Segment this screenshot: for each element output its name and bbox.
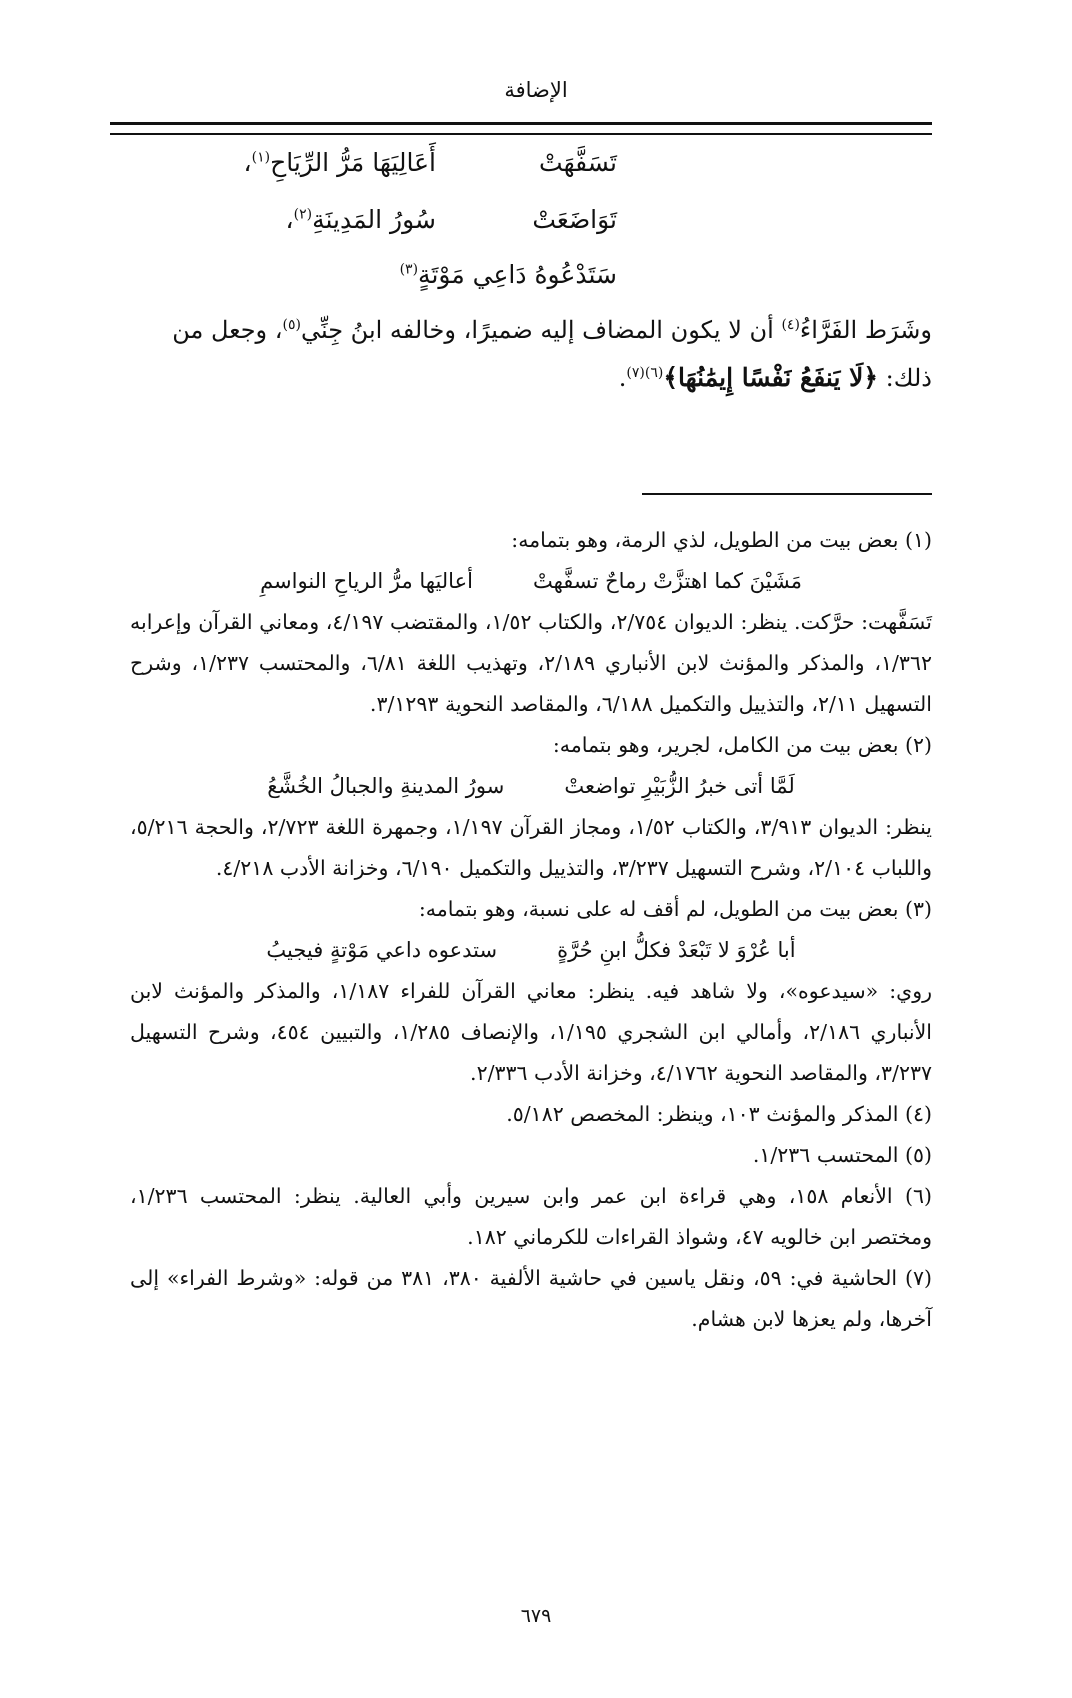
footnote-ref-5[interactable]: (٥) [282, 317, 301, 333]
footnote-2-intro: (٢) بعض بيت من الكامل، لجرير، وهو بتمامه: [552, 733, 932, 757]
verse-3-text: سَتَدْعُوهُ دَاعِي مَوْتَةٍ [418, 260, 617, 289]
footnote-3-verse: أبا عُرْوَ لا تَبْعَدْ فكلُّ ابنِ حُرَّةٍ ستدعوه داعي مَوْتةٍ فيجيبُ [266, 938, 796, 962]
verse-line-2-second: سُورُ المَدِينَةِ$^{(٢)}$، [285, 205, 436, 234]
footnote-ref-3[interactable]: (٣) [399, 261, 419, 278]
running-header: الإضافة [504, 78, 568, 102]
footnote-1-verse: مَشَيْنَ كما اهتزَّتْ رماحٌ تسفَّهتْ أعاليَها مرُّ الرياحِ النواسمِ [260, 569, 802, 593]
footnote-6: (٦) الأنعام ١٥٨، وهي قراءة ابن عمر وابن سيرين وأبي العالية. ينظر: المحتسب ١/٢٣٦، ومختصر ابن خالويه ٤٧، وشواذ القراءات للكرماني ١٨٢. [130, 1184, 932, 1249]
page-number: ٦٧٩ [520, 1605, 552, 1627]
footnote-5: (٥) المحتسب ١/٢٣٦. [752, 1143, 932, 1167]
body-line-1: وشَرَط الفَرَّاءُ$^{(٤)}$ أن لا يكون المضاف إليه ضميرًا، وخالفه ابنُ جِنِّي$^{(٥)}$، وجعل من [172, 316, 932, 344]
footnote-2-text: ينظر: الديوان ٣/٩١٣، والكتاب ١/٥٢، ومجاز القرآن ١/١٩٧، وجمهرة اللغة ٢/٧٢٣، والحجة ٥/٢١٦، واللباب ٢/١٠٤، وشرح التسهيل ٣/٢٣٧، والتذييل والتكميل ٦/١٩٠، وخزانة الأدب ٤/٢١٨. [130, 815, 932, 880]
footnote-7: (٧) الحاشية في: ٥٩، ونقل ياسين في حاشية الألفية ٣٨٠، ٣٨١ من قوله: «وشرط الفراء» إلى آخرها، ولم يعزها لابن هشام. [130, 1266, 932, 1331]
verse-2-first-half: تَوَاضَعَتْ [532, 205, 617, 234]
footnote-separator [642, 493, 932, 495]
verse-2-second-half: سُورُ المَدِينَةِ [312, 205, 436, 234]
body-line-2: ذلك: ﴿لَا يَنفَعُ نَفْسًا إِيمَٰنُهَا﴾$^{(٦)(٧)}$. [618, 363, 932, 392]
footnote-ref-1[interactable]: (١) [251, 149, 271, 166]
quran-verse: ﴿لَا يَنفَعُ نَفْسًا إِيمَٰنُهَا﴾ [663, 363, 879, 392]
verse-line-1 [539, 148, 617, 177]
footnote-3-intro: (٣) بعض بيت من الطويل، لم أقف له على نسبة، وهو بتمامه: [418, 897, 932, 921]
footnote-1-intro: (١) بعض بيت من الطويل، لذي الرمة، وهو بتمامه: [511, 528, 932, 552]
footnote-ref-2[interactable]: (٢) [293, 206, 313, 223]
verse-line-1-second: أَعَالِيَهَا مَرُّ الرِّيَاحِ$^{(١)}$، [243, 148, 436, 177]
header-rule-thin [110, 133, 932, 135]
footnote-1-text: تَسَفَّهت: حرَّكت. ينظر: الديوان ٢/٧٥٤، والكتاب ١/٥٢، والمقتضب ٤/١٩٧، ومعاني القرآن وإعرابه ١/٣٦٢، والمذكر والمؤنث لابن الأنباري ٢/١٨٩، وتهذيب اللغة ٦/٨١، والمحتسب ١/٢٣٧، وشرح التسهيل ٢/١١، والتذييل والتكميل ٦/١٨٨، والمقاصد النحوية ٣/١٢٩٣. [130, 610, 932, 716]
verse-line-2 [532, 205, 617, 234]
footnotes [130, 520, 932, 1340]
footnote-4: (٤) المذكر والمؤنث ١٠٣، وينظر: المخصص ٥/١٨٢. [506, 1102, 932, 1126]
footnote-ref-6-7[interactable]: (٦)(٧) [626, 365, 664, 381]
verse-1-first-half: تَسَفَّهَتْ [539, 148, 617, 177]
footnote-ref-4[interactable]: (٤) [781, 317, 800, 333]
verse-1-second-half: أَعَالِيَهَا مَرُّ الرِّيَاحِ [270, 148, 436, 177]
verse-line-3 [400, 260, 617, 289]
footnote-2-verse: لَمَّا أتى خبرُ الزُّبَيْرِ تواضعتْ سورُ المدينةِ والجبالُ الخُشَّعُ [267, 774, 795, 798]
footnote-3-text: روي: «سيدعوه»، ولا شاهد فيه. ينظر: معاني القرآن للفراء ١/١٨٧، والمذكر والمؤنث لابن الأنباري ٢/١٨٦، وأمالي ابن الشجري ١/١٩٥، والإنصاف ١/٢٨٥، والتبيين ٤٥٤، وشرح التسهيل ٣/٢٣٧، والمقاصد النحوية ٤/١٧٦٢، وخزانة الأدب ٢/٣٣٦. [130, 979, 932, 1085]
header-rule-thick [110, 122, 932, 125]
